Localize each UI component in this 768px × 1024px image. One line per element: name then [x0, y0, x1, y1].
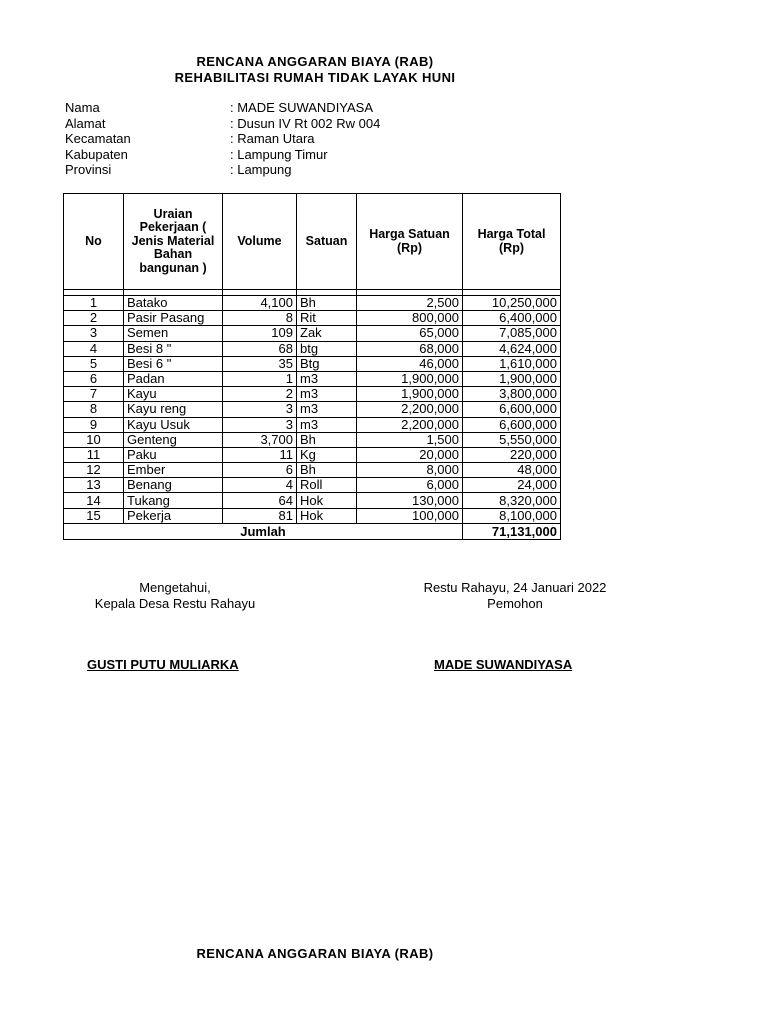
table-row: [64, 478, 561, 493]
cell-satuan: Hok: [297, 508, 357, 523]
cell-no: 10: [64, 432, 124, 447]
applicant-name: MADE SUWANDIYASA: [434, 657, 573, 672]
cell-satuan: Roll: [297, 478, 357, 493]
cell-harga-total: 8,100,000: [463, 508, 561, 523]
cell-uraian: Kayu: [124, 387, 223, 402]
cell-volume: 11: [223, 447, 297, 462]
cell-satuan: Kg: [297, 447, 357, 462]
table-row: [64, 463, 561, 478]
cell-harga-total: 6,600,000: [463, 402, 561, 417]
cell-satuan: Bh: [297, 432, 357, 447]
place-date: Restu Rahayu, 24 Januari 2022: [423, 580, 607, 595]
cell-harga-satuan: 65,000: [357, 326, 463, 341]
info-value: : Raman Utara: [230, 131, 315, 146]
cell-no: 12: [64, 463, 124, 478]
info-label: Provinsi: [65, 162, 112, 177]
cell-harga-total: 48,000: [463, 463, 561, 478]
cell-harga-total: 4,624,000: [463, 341, 561, 356]
cell-harga-total: 1,900,000: [463, 371, 561, 386]
table-row: [64, 447, 561, 462]
signature-left: [65, 580, 285, 611]
info-row-provinsi: [65, 162, 380, 178]
cell-satuan: m3: [297, 417, 357, 432]
info-label: Kecamatan: [65, 131, 131, 146]
cell-no: 9: [64, 417, 124, 432]
cell-satuan: Btg: [297, 356, 357, 371]
cell-harga-satuan: 1,500: [357, 432, 463, 447]
cell-no: 4: [64, 341, 124, 356]
cell-harga-satuan: 130,000: [357, 493, 463, 508]
info-value: : Lampung Timur: [230, 146, 328, 162]
next-page-title: RENCANA ANGGARAN BIAYA (RAB): [196, 946, 434, 961]
cell-uraian: Besi 6 ": [124, 356, 223, 371]
cell-volume: 68: [223, 341, 297, 356]
info-row-alamat: [65, 116, 380, 132]
info-label: Alamat: [65, 115, 106, 131]
header-harga-satuan: Harga Satuan (Rp): [357, 194, 463, 290]
cell-uraian: Pasir Pasang: [124, 311, 223, 326]
cell-volume: 3,700: [223, 432, 297, 447]
cell-uraian: Batako: [124, 296, 223, 311]
cell-harga-total: 7,085,000: [463, 326, 561, 341]
table-body: [64, 290, 561, 524]
table-row: [64, 402, 561, 417]
cell-no: 3: [64, 326, 124, 341]
applicant-title: Pemohon: [487, 595, 543, 611]
cell-volume: 64: [223, 493, 297, 508]
cell-volume: 2: [223, 387, 297, 402]
document-title: RENCANA ANGGARAN BIAYA (RAB): [196, 54, 434, 69]
header-satuan: Satuan: [297, 194, 357, 290]
cell-volume: 4: [223, 478, 297, 493]
cell-no: 1: [64, 296, 124, 311]
cell-harga-total: 6,600,000: [463, 417, 561, 432]
table-row: [64, 311, 561, 326]
cell-no: 5: [64, 356, 124, 371]
table-row: [64, 508, 561, 523]
cell-uraian: Kayu reng: [124, 402, 223, 417]
info-value: : MADE SUWANDIYASA: [230, 100, 374, 115]
cell-no: 7: [64, 387, 124, 402]
cell-no: 13: [64, 478, 124, 493]
cell-harga-total: 24,000: [463, 478, 561, 493]
table-row: [64, 341, 561, 356]
cell-uraian: Ember: [124, 463, 223, 478]
cell-no: 8: [64, 402, 124, 417]
info-row-kecamatan: [65, 131, 380, 147]
header-uraian: Uraian Pekerjaan ( Jenis Material Bahan bangunan ): [124, 194, 223, 290]
cell-harga-satuan: 6,000: [357, 478, 463, 493]
table-row: [64, 432, 561, 447]
cell-harga-total: 6,400,000: [463, 311, 561, 326]
header-harga-total: Harga Total (Rp): [463, 194, 561, 290]
cell-satuan: Rit: [297, 311, 357, 326]
cell-uraian: Genteng: [124, 432, 223, 447]
cell-uraian: Benang: [124, 478, 223, 493]
village-head-name: GUSTI PUTU MULIARKA: [87, 657, 239, 672]
cell-no: 14: [64, 493, 124, 508]
cell-harga-satuan: 68,000: [357, 341, 463, 356]
document-subtitle: REHABILITASI RUMAH TIDAK LAYAK HUNI: [174, 70, 456, 85]
applicant-info: [65, 100, 380, 178]
cell-volume: 109: [223, 326, 297, 341]
info-label: Kabupaten: [65, 146, 128, 162]
cell-volume: 3: [223, 417, 297, 432]
cell-volume: 35: [223, 356, 297, 371]
info-row-nama: [65, 100, 380, 116]
cell-harga-total: 220,000: [463, 447, 561, 462]
table-row: [64, 387, 561, 402]
cell-no: 15: [64, 508, 124, 523]
cell-harga-satuan: 2,200,000: [357, 417, 463, 432]
table-row: [64, 417, 561, 432]
table-row: [64, 493, 561, 508]
info-value: : Dusun IV Rt 002 Rw 004: [230, 115, 381, 131]
cell-volume: 8: [223, 311, 297, 326]
cell-uraian: Besi 8 ": [124, 341, 223, 356]
table-row: [64, 296, 561, 311]
cell-harga-satuan: 2,200,000: [357, 402, 463, 417]
rab-table: [63, 193, 561, 540]
table-header-row: [64, 194, 561, 290]
header-no: No: [64, 194, 124, 290]
cell-satuan: Hok: [297, 493, 357, 508]
acknowledged-label: Mengetahui,: [139, 580, 211, 595]
cell-volume: 6: [223, 463, 297, 478]
cell-volume: 4,100: [223, 296, 297, 311]
cell-satuan: btg: [297, 341, 357, 356]
cell-harga-total: 1,610,000: [463, 356, 561, 371]
info-row-kabupaten: [65, 147, 380, 163]
cell-uraian: Paku: [124, 447, 223, 462]
table-row: [64, 371, 561, 386]
cell-harga-total: 5,550,000: [463, 432, 561, 447]
village-head-title: Kepala Desa Restu Rahayu: [94, 595, 256, 611]
cell-volume: 81: [223, 508, 297, 523]
cell-volume: 1: [223, 371, 297, 386]
cell-satuan: Zak: [297, 326, 357, 341]
cell-harga-satuan: 800,000: [357, 311, 463, 326]
cell-harga-satuan: 2,500: [357, 296, 463, 311]
cell-uraian: Semen: [124, 326, 223, 341]
total-value: 71,131,000: [463, 523, 561, 539]
total-label: Jumlah: [64, 523, 463, 539]
cell-uraian: Kayu Usuk: [124, 417, 223, 432]
cell-uraian: Pekerja: [124, 508, 223, 523]
info-value: : Lampung: [230, 162, 292, 177]
cell-harga-satuan: 8,000: [357, 463, 463, 478]
table-row: [64, 356, 561, 371]
cell-harga-satuan: 1,900,000: [357, 387, 463, 402]
signature-right: [400, 580, 630, 611]
cell-satuan: Bh: [297, 463, 357, 478]
info-label: Nama: [65, 100, 100, 115]
cell-uraian: Tukang: [124, 493, 223, 508]
cell-satuan: m3: [297, 387, 357, 402]
cell-volume: 3: [223, 402, 297, 417]
header-volume: Volume: [223, 194, 297, 290]
cell-satuan: Bh: [297, 296, 357, 311]
cell-satuan: m3: [297, 371, 357, 386]
cell-harga-satuan: 100,000: [357, 508, 463, 523]
cell-harga-satuan: 20,000: [357, 447, 463, 462]
cell-no: 2: [64, 311, 124, 326]
cell-no: 6: [64, 371, 124, 386]
cell-harga-total: 8,320,000: [463, 493, 561, 508]
cell-harga-satuan: 46,000: [357, 356, 463, 371]
cell-harga-total: 3,800,000: [463, 387, 561, 402]
cell-no: 11: [64, 447, 124, 462]
total-row: [64, 523, 561, 539]
cell-satuan: m3: [297, 402, 357, 417]
cell-harga-satuan: 1,900,000: [357, 371, 463, 386]
cell-uraian: Padan: [124, 371, 223, 386]
table-row: [64, 326, 561, 341]
cell-harga-total: 10,250,000: [463, 296, 561, 311]
